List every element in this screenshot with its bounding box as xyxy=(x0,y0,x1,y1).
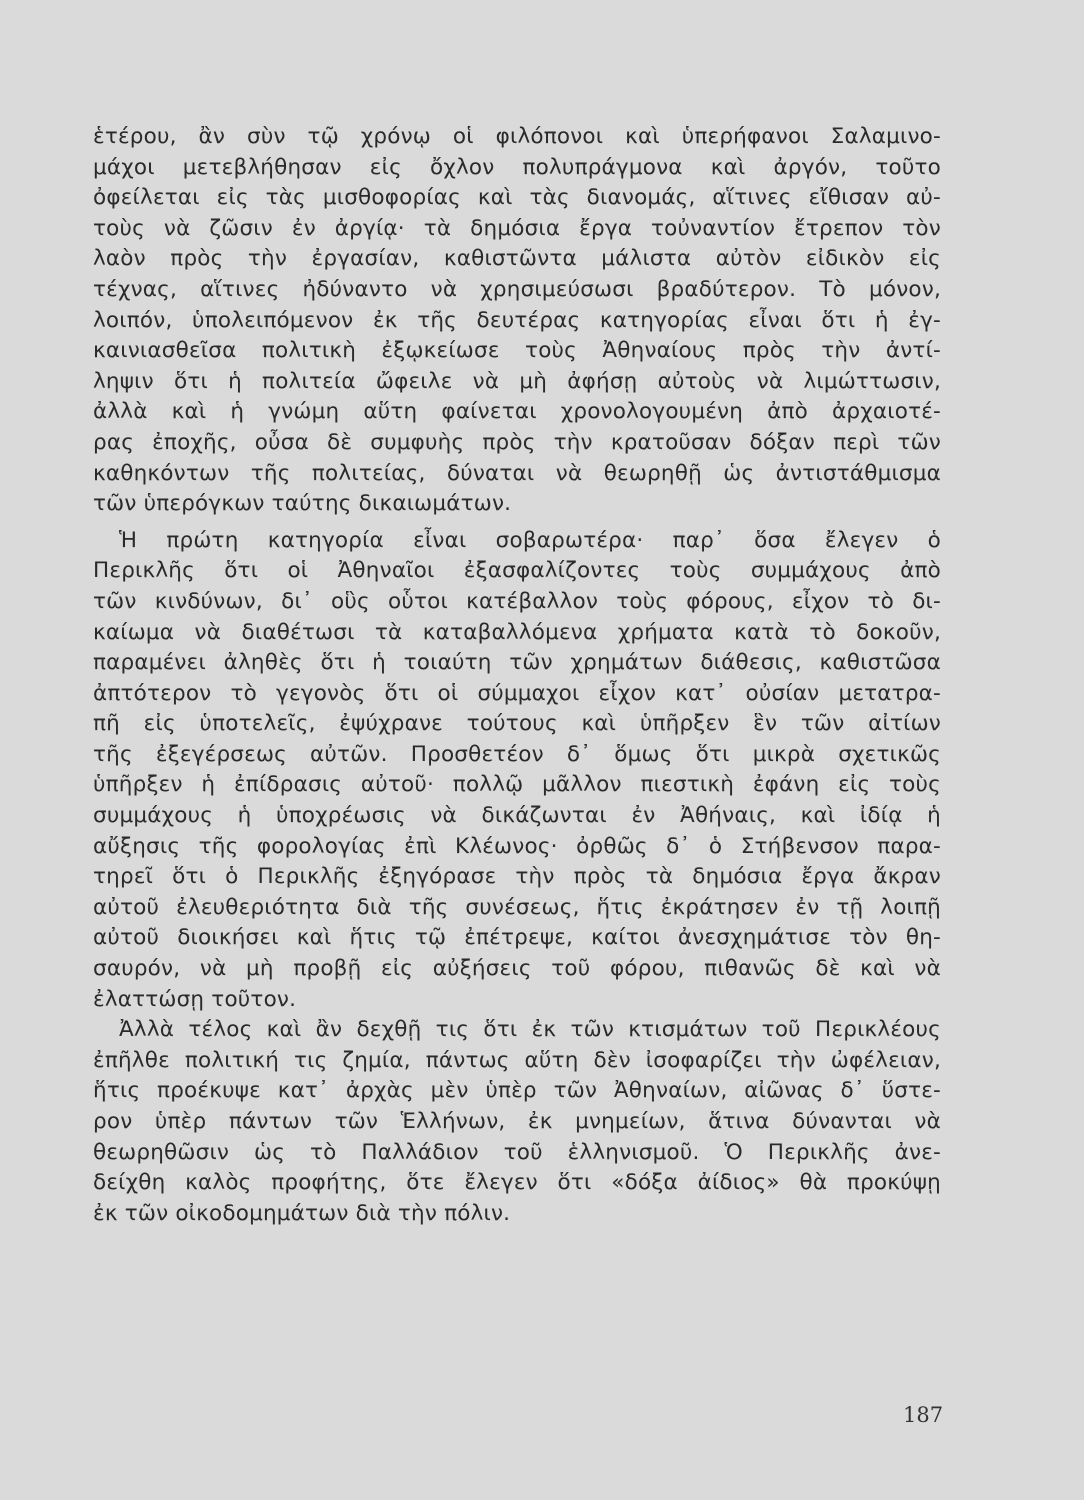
text-line: καινιασθεῖσα πολιτικὴ ἐξῳκείωσε τοὺς Ἀθηναίους πρὸς τὴν ἀντί- xyxy=(93,338,941,364)
text-line: ὀφείλεται εἰς τὰς μισθοφορίας καὶ τὰς διανομάς, αἵτινες εἴθισαν αὐ- xyxy=(93,185,941,211)
text-line: ὑπῆρξεν ἡ ἐπίδρασις αὐτοῦ· πολλῷ μᾶλλον πιεστικὴ ἐφάνη εἰς τοὺς xyxy=(93,772,941,798)
text-line: αὔξησις τῆς φορολογίας ἐπὶ Κλέωνος· ὀρθῶς δ᾽ ὁ Στήβενσον παρα- xyxy=(93,833,941,859)
paragraph xyxy=(93,122,941,520)
page-number: 187 xyxy=(903,1403,944,1427)
text-line: παραμένει ἀληθὲς ὅτι ἡ τοιαύτη τῶν χρημάτων διάθεσις, καθιστῶσα xyxy=(93,650,941,676)
text-line: ἐπῆλθε πολιτική τις ζημία, πάντως αὕτη δὲν ἰσοφαρίζει τὴν ὠφέλειαν, xyxy=(93,1047,941,1073)
page-body xyxy=(93,122,941,1229)
text-line: ἐλαττώσῃ τοῦτον. xyxy=(93,986,297,1012)
text-line: τέχνας, αἵτινες ἠδύναντο νὰ χρησιμεύσωσι βραδύτερον. Τὸ μόνον, xyxy=(93,276,941,302)
text-line: πῆ εἰς ὑποτελεῖς, ἐψύχρανε τούτους καὶ ὑπῆρξεν ἓν τῶν αἰτίων xyxy=(93,711,941,737)
text-line: αὐτοῦ διοικήσει καὶ ἥτις τῷ ἐπέτρεψε, καίτοι ἀνεσχημάτισε τὸν θη- xyxy=(93,925,941,951)
text-line: λοιπόν, ὑπολειπόμενον ἐκ τῆς δευτέρας κατηγορίας εἶναι ὅτι ἡ ἐγ- xyxy=(93,307,941,333)
text-line: τῆς ἐξεγέρσεως αὐτῶν. Προσθετέον δ᾽ ὅμως ὅτι μικρὰ σχετικῶς xyxy=(93,741,941,767)
text-line: ἀπτότερον τὸ γεγονὸς ὅτι οἱ σύμμαχοι εἶχον κατ᾽ οὐσίαν μετατρα- xyxy=(93,680,941,706)
text-line: Ἡ πρώτη κατηγορία εἶναι σοβαρωτέρα· παρ᾽ ὅσα ἔλεγεν ὁ xyxy=(119,527,941,553)
text-line: τηρεῖ ὅτι ὁ Περικλῆς ἐξηγόρασε τὴν πρὸς τὰ δημόσια ἔργα ἄκραν xyxy=(93,864,941,890)
text-line: ἀλλὰ καὶ ἡ γνώμη αὕτη φαίνεται χρονολογουμένη ἀπὸ ἀρχαιοτέ- xyxy=(93,399,941,425)
text-line: αὐτοῦ ἐλευθεριότητα διὰ τῆς συνέσεως, ἥτις ἐκράτησεν ἐν τῇ λοιπῇ xyxy=(93,894,941,920)
text-line: λαὸν πρὸς τὴν ἐργασίαν, καθιστῶντα μάλιστα αὐτὸν εἰδικὸν εἰς xyxy=(93,246,941,272)
text-line: ληψιν ὅτι ἡ πολιτεία ὤφειλε νὰ μὴ ἀφήσῃ αὐτοὺς νὰ λιμώττωσιν, xyxy=(93,368,941,394)
paragraph xyxy=(93,526,941,1016)
text-line: ἑτέρου, ἂν σὺν τῷ χρόνῳ οἱ φιλόπονοι καὶ ὑπερήφανοι Σαλαμινο- xyxy=(93,124,941,149)
text-line: μάχοι μετεβλήθησαν εἰς ὄχλον πολυπράγμονα καὶ ἀργόν, τοῦτο xyxy=(93,154,941,180)
paragraph xyxy=(93,1015,941,1229)
text-line: δείχθη καλὸς προφήτης, ὅτε ἔλεγεν ὅτι «δόξα ἀίδιος» θὰ προκύψῃ xyxy=(93,1170,941,1196)
text-line: Περικλῆς ὅτι οἱ Ἀθηναῖοι ἐξασφαλίζοντες τοὺς συμμάχους ἀπὸ xyxy=(93,558,941,584)
text-line: σαυρόν, νὰ μὴ προβῇ εἰς αὐξήσεις τοῦ φόρου, πιθανῶς δὲ καὶ νὰ xyxy=(93,956,941,982)
text-line: ἥτις προέκυψε κατ᾽ ἀρχὰς μὲν ὑπὲρ τῶν Ἀθηναίων, αἰῶνας δ᾽ ὕστε- xyxy=(93,1078,941,1104)
text-line: καίωμα νὰ διαθέτωσι τὰ καταβαλλόμενα χρήματα κατὰ τὸ δοκοῦν, xyxy=(93,619,941,645)
text-line: τῶν ὑπερόγκων ταύτης δικαιωμάτων. xyxy=(93,491,512,517)
text-line: τοὺς νὰ ζῶσιν ἐν ἀργίᾳ· τὰ δημόσια ἔργα τοὐναντίον ἔτρεπον τὸν xyxy=(93,215,941,241)
text-line: θεωρηθῶσιν ὡς τὸ Παλλάδιον τοῦ ἑλληνισμοῦ. Ὁ Περικλῆς ἀνε- xyxy=(93,1139,941,1165)
text-line: συμμάχους ἡ ὑποχρέωσις νὰ δικάζωνται ἐν Ἀθήναις, καὶ ἰδίᾳ ἡ xyxy=(93,803,941,829)
text-line: Ἀλλὰ τέλος καὶ ἂν δεχθῇ τις ὅτι ἐκ τῶν κτισμάτων τοῦ Περικλέους xyxy=(119,1017,941,1043)
text-line: καθηκόντων τῆς πολιτείας, δύναται νὰ θεωρηθῇ ὡς ἀντιστάθμισμα xyxy=(93,460,941,486)
text-line: ρον ὑπὲρ πάντων τῶν Ἑλλήνων, ἐκ μνημείων, ἅτινα δύνανται νὰ xyxy=(93,1109,941,1134)
text-line: τῶν κινδύνων, δι᾽ οὓς οὗτοι κατέβαλλον τοὺς φόρους, εἶχον τὸ δι- xyxy=(93,588,941,614)
text-line: ἐκ τῶν οἰκοδομημάτων διὰ τὴν πόλιν. xyxy=(93,1200,511,1226)
text-line: ρας ἐποχῆς, οὖσα δὲ συμφυὴς πρὸς τὴν κρατοῦσαν δόξαν περὶ τῶν xyxy=(93,429,941,455)
